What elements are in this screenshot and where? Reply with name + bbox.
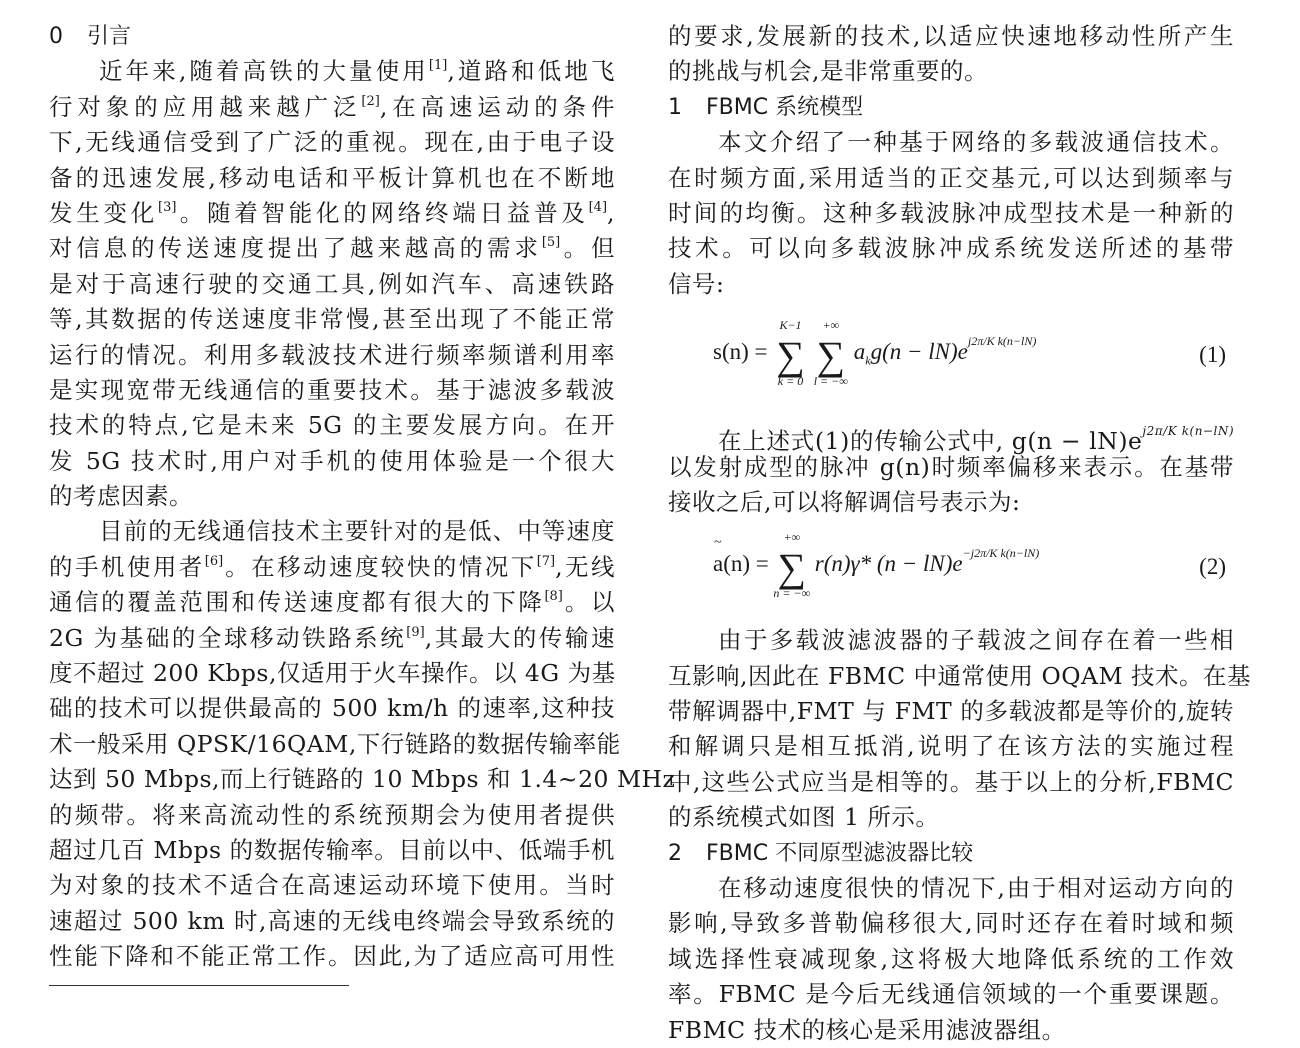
section-title: FBMC 系统模型 (706, 94, 864, 120)
text-line: 技术的特点,它是未来 5G 的主要发展方向。在开 (49, 411, 615, 440)
right-column-part-a (668, 19, 1234, 302)
text-line: 度不超过 200 Kbps,仅适用于火车操作。以 4G 为基 (49, 659, 616, 688)
equation-2-lhs: ~ a (713, 551, 723, 576)
text-line: 达到 50 Mbps,而上行链路的 10 Mbps 和 1.4~20 MHz (49, 765, 676, 794)
citation-ref[interactable]: [5] (541, 235, 561, 251)
text-line: 发 5G 技术时,用户对手机的使用体验是一个很大 (49, 446, 615, 475)
text-line: 以发射成型的脉冲 g(n)时频率偏移来表示。在基带 (668, 452, 1234, 481)
section-heading (49, 19, 615, 54)
equation-1-exponent: j2π/K k(n−lN) (967, 334, 1037, 349)
text-line: 率。FBMC 是今后无线通信领域的一个重要课题。 (668, 980, 1234, 1009)
equation-2-lhs: (n) = (723, 551, 769, 577)
sum-upper-limit: K−1 (779, 318, 802, 333)
equation-1-term: a (853, 339, 866, 365)
equation-1 (668, 302, 1234, 414)
text-line: 的要求,发展新的技术,以适应快速地移动性所产生 (668, 22, 1234, 50)
right-column (668, 19, 1252, 1048)
sum-symbol: ∑ +∞ l = −∞ (813, 318, 848, 389)
right-column-part-b (668, 414, 1234, 520)
section-number: 1 (668, 94, 682, 120)
text-line: 是实现宽带无线通信的重要技术。基于滤波多载波 (49, 375, 615, 404)
text-line: 的挑战与机会,是非常重要的。 (668, 57, 988, 86)
text-line: 本文介绍了一种基于网络的多载波通信技术。 (718, 128, 1234, 157)
text-line: 超过几百 Mbps 的数据传输率。目前以中、低端手机 (49, 835, 615, 864)
text-line: 的系统模式如图 1 所示。 (668, 803, 940, 832)
text-line: 是对于高速行驶的交通工具,例如汽车、高速铁路 (49, 269, 615, 298)
text-line: 影响,导致多普勒偏移很大,同时还存在着时域和频 (668, 909, 1234, 938)
equation-2-number: (2) (1199, 554, 1226, 580)
text-line: 在时频方面,采用适当的正交基元,可以达到频率与 (668, 163, 1234, 192)
text-line: 对信息的传送速度提出了越来越高的需求[5]。但 (49, 234, 616, 263)
text-line: 下,无线通信受到了广泛的重视。现在,由于电子设 (49, 128, 615, 157)
text-line: 近年来,随着高铁的大量使用[1],道路和低地飞 (99, 57, 615, 86)
text-line: 域选择性衰减现象,这将极大地降低系统的工作效 (668, 944, 1234, 973)
sum-lower-limit: k = 0 (777, 374, 804, 389)
text-line: 的频带。将来高流动性的系统预期会为使用者提供 (49, 800, 615, 829)
equation-2-term: r(n)γ* (n − lN)e (814, 551, 963, 577)
sum-upper-limit: +∞ (822, 318, 840, 333)
equation-1-lhs: s(n) = (713, 339, 768, 365)
text-line: 由于多载波滤波器的子载波之间存在着一些相 (718, 626, 1234, 655)
equation-2-exponent: −j2π/K k(n−lN) (962, 546, 1040, 561)
equation-1-subscript: k (865, 353, 871, 368)
text-line: 互影响,因此在 FBMC 中通常使用 OQAM 技术。在基 (668, 661, 1252, 690)
sum-lower-limit: n = −∞ (773, 586, 811, 601)
sum-upper-limit: +∞ (783, 530, 801, 545)
text-line: 目前的无线通信技术主要针对的是低、中等速度 (99, 517, 615, 546)
text-line: 的考虑因素。 (49, 482, 193, 511)
text-line: 信号: (668, 269, 725, 298)
left-column (49, 19, 676, 975)
equation-2-body (713, 530, 1040, 601)
text-line: 的手机使用者[6]。在移动速度较快的情况下[7],无线 (49, 552, 616, 581)
text-line: 速超过 500 km 时,高速的无线电终端会导致系统的 (49, 906, 615, 935)
text-line: 行对象的应用越来越广泛[2],在高速运动的条件 (49, 92, 615, 121)
section-number: 0 (49, 24, 63, 49)
section-heading (668, 836, 1234, 871)
citation-ref[interactable]: [3] (158, 199, 177, 215)
text-line: FBMC 技术的核心是采用滤波器组。 (668, 1015, 1066, 1044)
section-title: 引言 (87, 24, 132, 49)
citation-ref[interactable]: [4] (588, 199, 608, 215)
text-line: 时间的均衡。这种多载波脉冲成型技术是一种新的 (668, 198, 1234, 227)
citation-ref[interactable]: [9] (406, 624, 425, 640)
sum-lower-limit: l = −∞ (813, 374, 848, 389)
citation-ref[interactable]: [8] (544, 589, 563, 605)
text-line: 中,这些公式应当是相等的。基于以上的分析,FBMC (668, 767, 1234, 796)
equation-2 (668, 520, 1234, 623)
citation-ref[interactable]: [7] (536, 553, 556, 569)
equation-1-term: g(n − lN)e (870, 339, 968, 365)
text-line: 础的技术可以提供最高的 500 km/h 的速率,这种技 (49, 694, 615, 723)
section-number: 2 (668, 840, 682, 866)
text-line: 2G 为基础的全球移动铁路系统[9],其最大的传输速 (49, 623, 615, 652)
text-line: 接收之后,可以将解调信号表示为: (668, 487, 1021, 516)
equation-1-number: (1) (1199, 342, 1226, 368)
text-line: 带解调器中,FMT 与 FMT 的多载波都是等价的,旋转 (668, 697, 1234, 726)
text-line: 技术。可以向多载波脉冲成系统发送所述的基带 (668, 234, 1234, 263)
text-line: 性能下降和不能正常工作。因此,为了适应高可用性 (49, 942, 615, 971)
sum-symbol: ∑ +∞ n = −∞ (773, 530, 811, 601)
equation-1-body (713, 318, 1037, 389)
right-column-part-c (668, 623, 1252, 1048)
text-line: 术一般采用 QPSK/16QAM,下行链路的数据传输率能 (49, 729, 621, 758)
sum-symbol: ∑ K−1 k = 0 (776, 318, 805, 389)
text-line: 和解调只是相互抵消,说明了在该方法的实施过程 (668, 732, 1234, 761)
text-line: 运行的情况。利用多载波技术进行频率频谱利用率 (49, 340, 615, 369)
section-heading (668, 90, 1234, 125)
text-line: 通信的覆盖范围和传送速度都有很大的下降[8]。以 (49, 588, 616, 617)
text-line: 发生变化[3]。随着智能化的网络终端日益普及[4], (49, 198, 616, 227)
text-line: 备的迅速发展,移动电话和平板计算机也在不断地 (49, 163, 615, 192)
section-title: FBMC 不同原型滤波器比较 (706, 840, 974, 866)
citation-ref[interactable]: [1] (428, 58, 448, 74)
text-line: 在移动速度很快的情况下,由于相对运动方向的 (718, 874, 1234, 903)
footnote-rule (49, 985, 349, 986)
text-line: 为对象的技术不适合在高速运动环境下使用。当时 (49, 871, 615, 900)
text-line: 在上述式(1)的传输公式中, $g(n - lN)e^{j2\pi/K k(n-lN)}$ (718, 424, 1234, 456)
inline-exponent: j2π/K k(n−lN) (1142, 424, 1234, 439)
citation-ref[interactable]: [2] (361, 93, 380, 109)
text-line: 等,其数据的传送速度非常慢,甚至出现了不能正常 (49, 305, 615, 334)
citation-ref[interactable]: [6] (204, 553, 224, 569)
